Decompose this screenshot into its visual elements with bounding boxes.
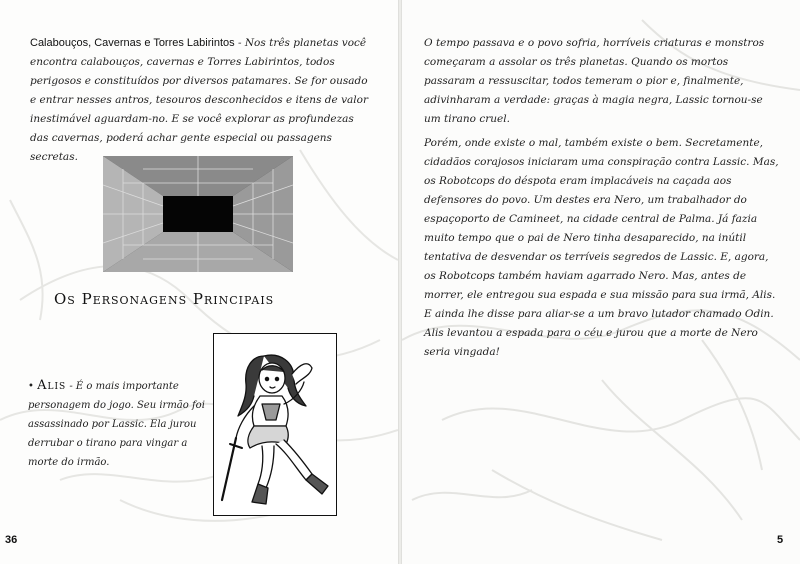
alis-illustration	[214, 334, 336, 515]
dungeon-corridor-image	[103, 156, 293, 272]
alis-illustration-frame	[213, 333, 337, 516]
character-text: - É o mais importante personagem do jogo. Seu irmão foi assassinado por Lassic. Ela jurou derrubar o tirano para vingar a morte do irmão.	[28, 381, 205, 468]
left-page	[0, 0, 398, 564]
intro-text: - Nos três planetas você encontra calabouços, cavernas e Torres Labirintos, todos perigosos e constituídos por diversos patamares. Se for ousado e entrar nesses antros, tesouros desconhecidos e itens de valor inestimável aguardam-no. E se você explorar as profundezas das cavernas, poderá achar gente especial ou passagens secretas.	[30, 37, 368, 163]
story-paragraph-1: O tempo passava e o povo sofria, horríveis criaturas e monstros começaram a assolar os três planetas. Quando os mortos passaram a ressuscitar, todos temeram o pior e, finalmente, adivinharam a verdade: graças à magia negra, Lassic tornou-se um tirano cruel.	[424, 37, 765, 125]
story-paragraph-2: Porém, onde existe o mal, também existe o bem. Secretamente, cidadãos corajosos iniciaram uma conspiração contra Lassic. Mas, os Robotcops do déspota eram implacáveis na caçada aos defensores do povo. Um destes era Nero, um trabalhador do espaçoporto de Camineet, na cidade central de Palma. Já fazia muito tempo que o pai de Nero tinha desaparecido, na inútil tentativa de desvendar os terríveis segredos de Lassic. E, agora, os Robotcops também haviam agarrado Nero. Mas, antes de morrer, ele entregou sua espada e sua missão para sua irmã, Alis. E ainda lhe disse para aliar-se a um bravo lutador chamado Odin. Alis levantou a espada para o céu e jurou que a morte de Nero seria vingada!	[424, 137, 779, 358]
section-title: Os Personagens Principais	[54, 290, 275, 308]
page-number-left: 36	[5, 534, 18, 546]
right-page	[402, 0, 800, 564]
intro-paragraph	[30, 34, 368, 167]
intro-heading: Calabouços, Cavernas e Torres Labirintos	[30, 37, 235, 49]
bullet: •	[28, 381, 34, 392]
alis-description	[28, 376, 213, 472]
character-name: Alis	[37, 378, 67, 393]
page-number-right: 5	[777, 534, 784, 546]
